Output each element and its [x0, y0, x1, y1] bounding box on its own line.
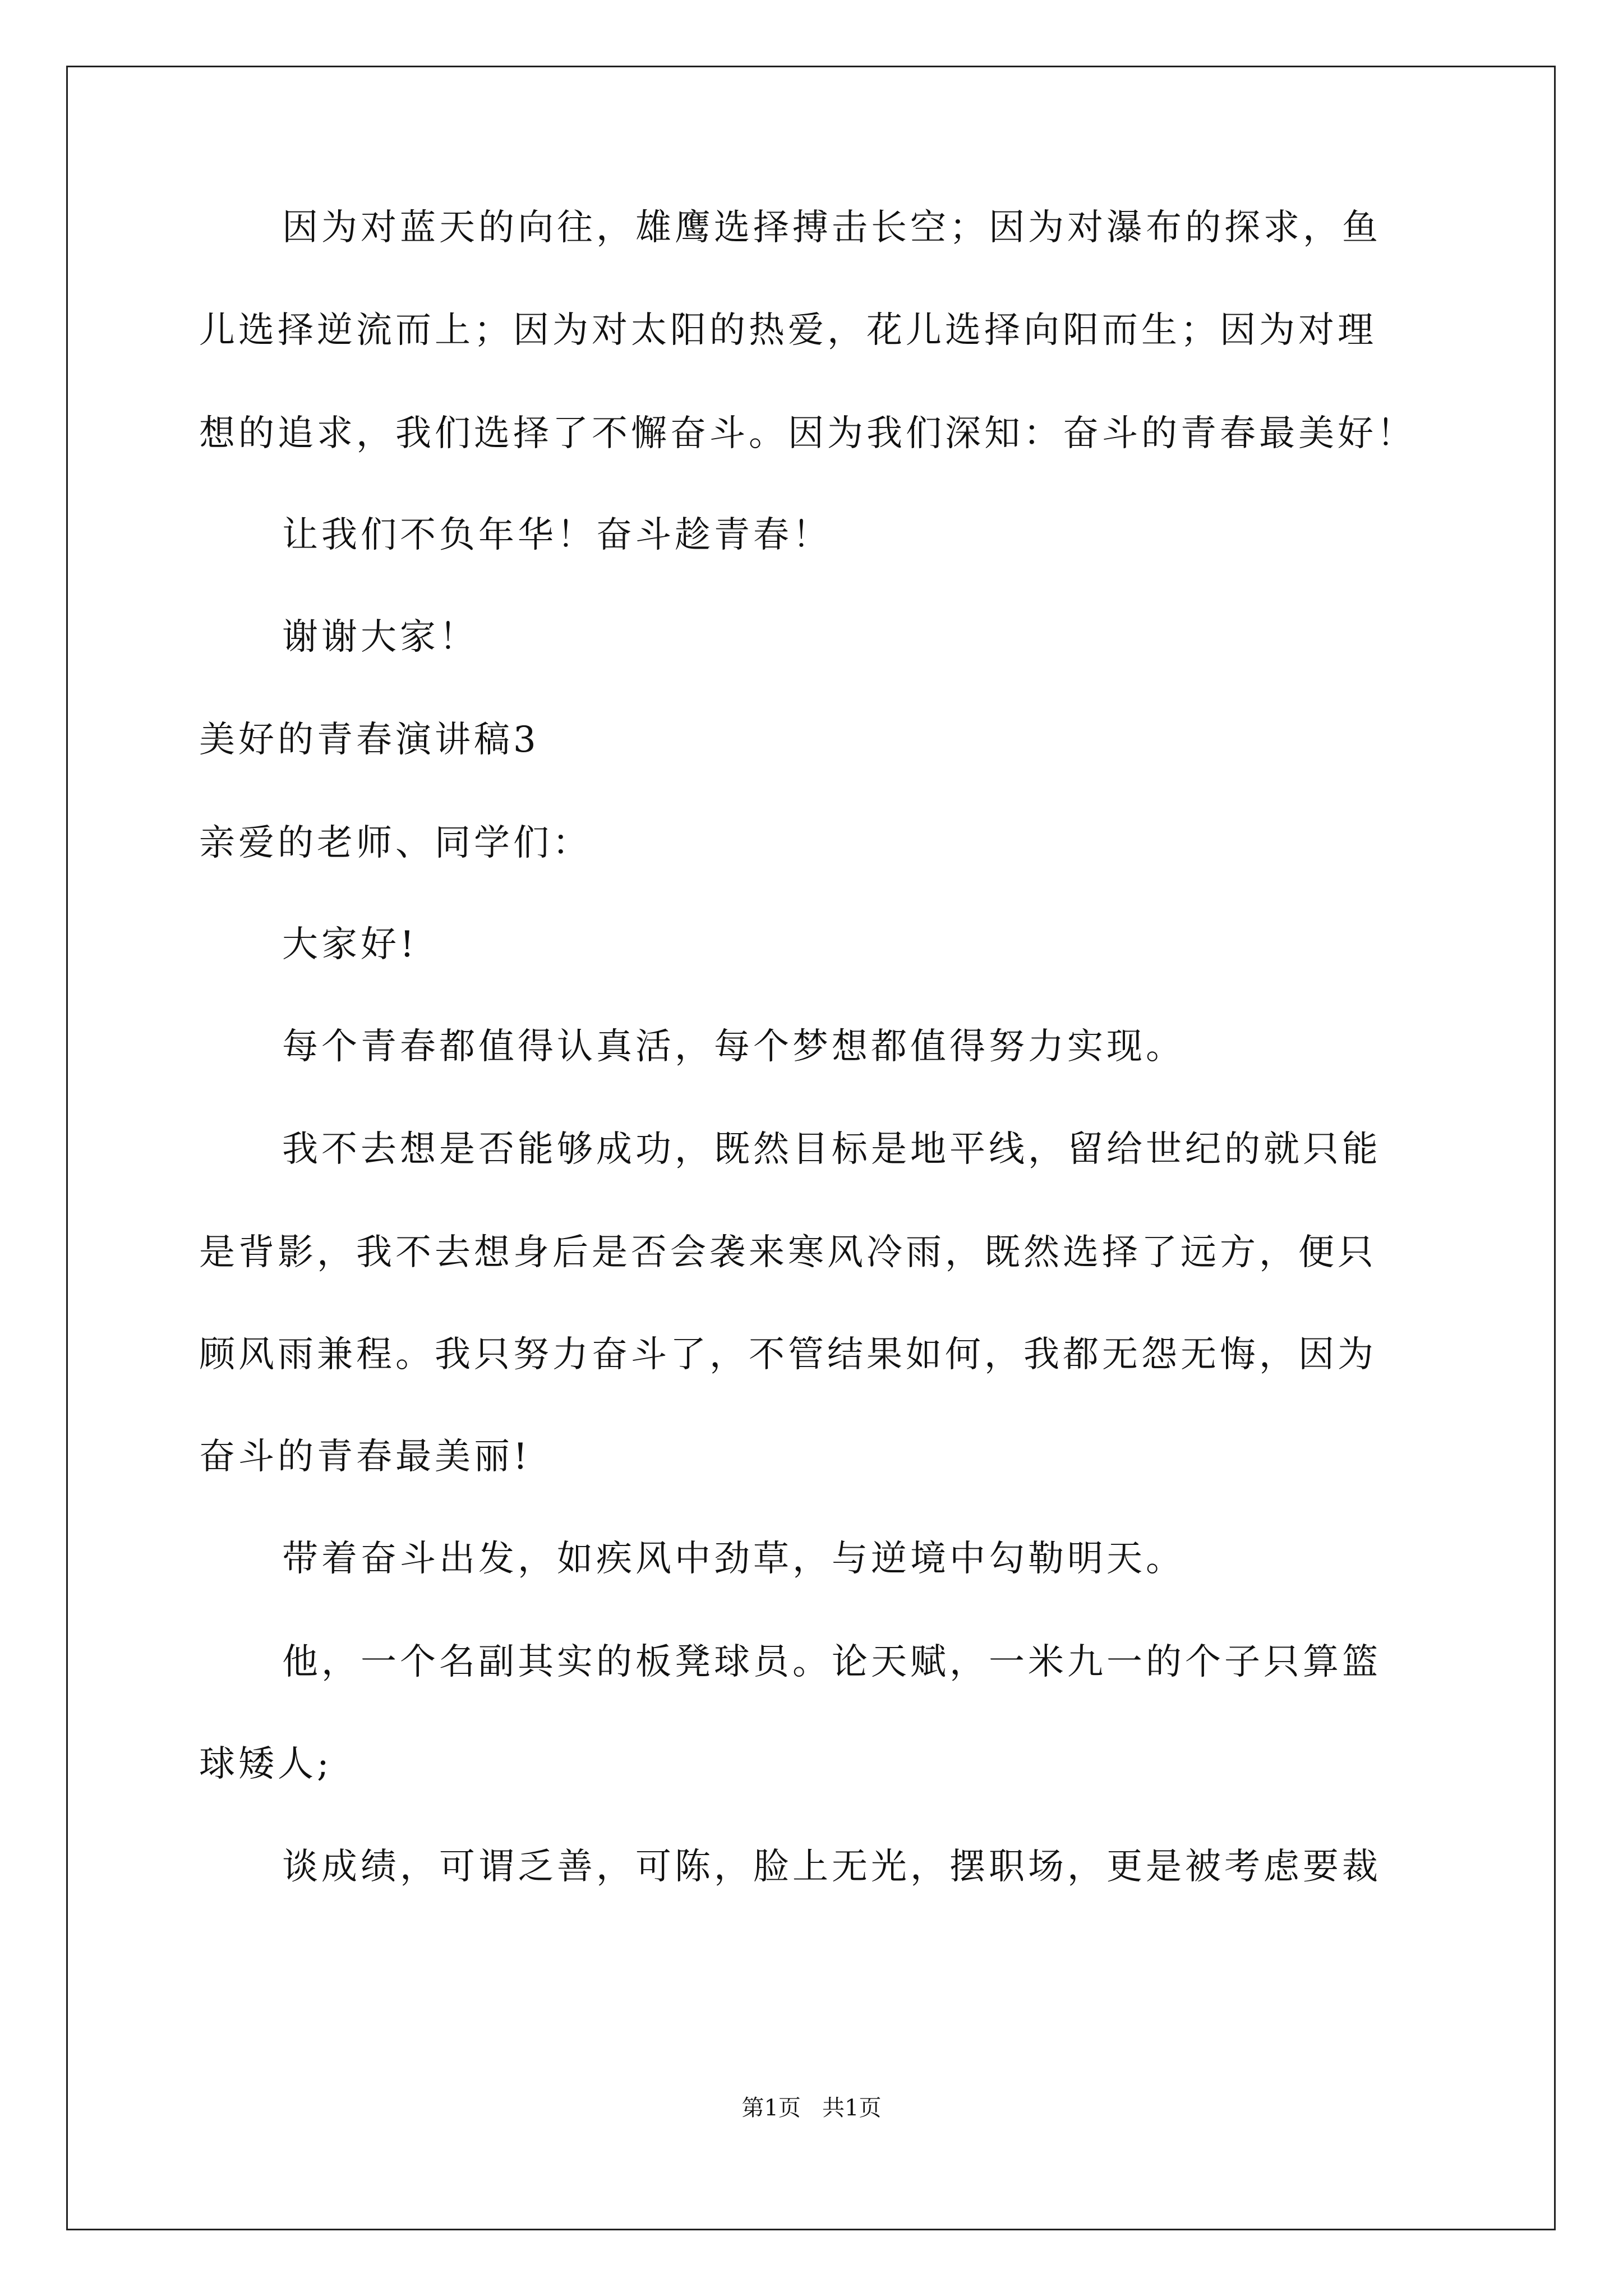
paragraph-line: 奋斗的青春最美丽! — [199, 1436, 531, 1478]
paragraph-line: 我不去想是否能够成功，既然目标是地平线，留给世纪的就只能 — [282, 1129, 1381, 1170]
page-footer: 第1页 共1页 — [741, 2095, 882, 2121]
paragraph-line: 谢谢大家！ — [282, 616, 478, 658]
paragraph-line: 儿选择逆流而上；因为对太阳的热爱，花儿选择向阳而生；因为对理 — [199, 310, 1377, 351]
paragraph-line: 谈成绩，可谓乏善，可陈，脸上无光，摆职场，更是被考虑要裁 — [282, 1846, 1381, 1888]
paragraph-line: 因为对蓝天的向往，雄鹰选择搏击长空；因为对瀑布的探求，鱼 — [282, 207, 1381, 249]
greeting: 大家好! — [282, 924, 418, 965]
paragraph-line: 顾风雨兼程。我只努力奋斗了，不管结果如何，我都无怨无悔，因为 — [199, 1334, 1377, 1375]
paragraph-line: 让我们不负年华！奋斗趁青春！ — [282, 514, 832, 556]
paragraph-line: 想的追求，我们选择了不懈奋斗。因为我们深知：奋斗的青春最美好！ — [199, 413, 1416, 454]
salutation: 亲爱的老师、同学们： — [199, 822, 592, 864]
paragraph-line: 每个青春都值得认真活，每个梦想都值得努力实现。 — [282, 1026, 1185, 1068]
paragraph-line: 带着奋斗出发，如疾风中劲草，与逆境中勾勒明天。 — [282, 1538, 1185, 1580]
paragraph-line: 球矮人; — [199, 1743, 333, 1785]
paragraph-line: 是背影，我不去想身后是否会袭来寒风冷雨，既然选择了远方，便只 — [199, 1232, 1377, 1273]
section-heading: 美好的青春演讲稿3 — [199, 719, 540, 761]
paragraph-line: 他，一个名副其实的板凳球员。论天赋，一米九一的个子只算篮 — [282, 1641, 1381, 1683]
